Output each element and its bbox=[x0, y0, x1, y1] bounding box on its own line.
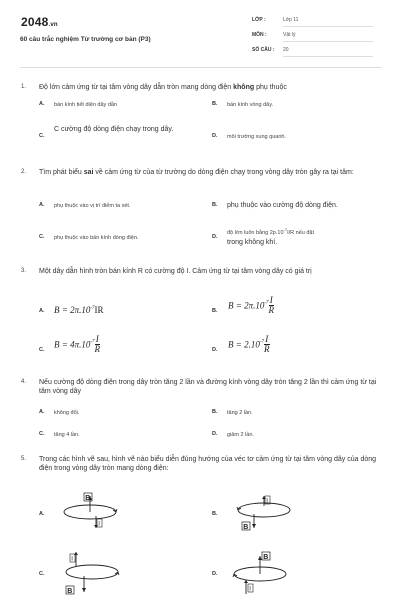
option-text[interactable]: bán kính vòng dây. bbox=[227, 102, 274, 108]
option-text[interactable]: C cường độ dòng điện chạy trong dây. bbox=[54, 126, 174, 133]
meta-count-label: SỐ CÂU : bbox=[252, 47, 275, 53]
option-text[interactable]: phụ thuộc vào cường độ dòng điện. bbox=[227, 202, 338, 209]
option-label[interactable]: B. bbox=[212, 308, 218, 314]
option-label[interactable]: D. bbox=[212, 133, 218, 139]
option-label[interactable]: D. bbox=[212, 571, 218, 577]
option-text[interactable]: tăng 2 lần. bbox=[227, 410, 253, 416]
b-label: B bbox=[263, 553, 269, 561]
i-label: I bbox=[249, 586, 251, 593]
current-loop-figure-b[interactable] bbox=[230, 492, 300, 536]
option-label[interactable]: C. bbox=[39, 571, 45, 577]
b-vector-arrowhead bbox=[258, 556, 262, 560]
option-label[interactable]: D. bbox=[212, 431, 218, 437]
document-title: 60 câu trắc nghiệm Từ trường cơ bản (P3) bbox=[20, 36, 151, 43]
option-text[interactable]: giảm 2 lần. bbox=[227, 432, 254, 438]
option-text[interactable]: tăng 4 lần. bbox=[54, 432, 80, 438]
option-text[interactable]: bán kính tiết diện dây dẫn bbox=[54, 102, 117, 108]
header-divider bbox=[20, 67, 382, 68]
option-formula[interactable]: $B = 2.10^{-7}$ $\frac{I}{R}$ bbox=[228, 334, 270, 354]
option-formula[interactable]: $B = 2\pi.10^{-7}$ $\frac{I}{R}$ bbox=[228, 295, 275, 315]
question-number: 4. bbox=[21, 379, 27, 385]
i-label: I bbox=[98, 521, 100, 528]
option-text[interactable]: không đổi. bbox=[54, 410, 80, 416]
current-loop-figure-d[interactable] bbox=[228, 548, 298, 598]
meta-line bbox=[283, 56, 373, 57]
meta-subject-value: Vật lý bbox=[283, 32, 296, 38]
question-text: Độ lớn cảm ứng từ tại tâm vòng dây dẫn tròn mang dòng điện không phụ thuộc bbox=[39, 84, 287, 91]
meta-class-label: LỚP : bbox=[252, 17, 266, 23]
option-text-continued[interactable]: trong không khí. bbox=[227, 239, 278, 246]
current-loop-figure-c[interactable] bbox=[58, 548, 128, 598]
i-label: I bbox=[71, 556, 73, 563]
option-label[interactable]: C. bbox=[39, 431, 45, 437]
meta-count-value: 20 bbox=[283, 47, 289, 53]
question-number: 5. bbox=[21, 456, 27, 462]
option-label[interactable]: B. bbox=[212, 511, 218, 517]
option-label[interactable]: B. bbox=[212, 101, 218, 107]
current-loop-figure-a[interactable] bbox=[58, 490, 128, 532]
brand-name: 2048 bbox=[21, 15, 49, 29]
brand-logo bbox=[21, 15, 58, 29]
option-label[interactable]: B. bbox=[212, 202, 218, 208]
question-number: 2. bbox=[21, 169, 27, 175]
question-number: 3. bbox=[21, 268, 27, 274]
option-label[interactable]: A. bbox=[39, 409, 45, 415]
option-label[interactable]: A. bbox=[39, 511, 45, 517]
b-label: B bbox=[85, 494, 91, 502]
option-formula[interactable]: $B = 2\pi.10^{-7}IR$ bbox=[54, 305, 104, 315]
loop-ellipse bbox=[66, 565, 118, 579]
question-text: Tìm phát biểu sai về cảm ứng từ của từ trường do dòng điện chạy trong vòng dây tròn gây ra tại tâm: bbox=[39, 169, 354, 176]
option-label[interactable]: A. bbox=[39, 202, 45, 208]
brand-suffix: .vn bbox=[48, 22, 58, 28]
option-text[interactable]: phụ thuộc vào bán kính dòng điện. bbox=[54, 235, 139, 241]
option-label[interactable]: D. bbox=[212, 347, 218, 353]
question-text: Nếu cường độ dòng điện trong dây tròn tăng 2 lần và đường kính vòng dây tròn tăng 2 lần thì cảm ứng từ tại tâm vòng dây bbox=[39, 379, 377, 395]
question-text: Trong các hình vẽ sau, hình vẽ nào biểu diễn đúng hướng của véc tơ cảm ứng từ tại tâm vòng dây của dòng điện trong vòng dây tròn mang dòng điện: bbox=[39, 456, 377, 472]
meta-class-value: Lớp 11 bbox=[283, 17, 299, 23]
option-label[interactable]: C. bbox=[39, 234, 45, 240]
current-arrowhead bbox=[74, 552, 78, 555]
option-label[interactable]: C. bbox=[39, 133, 45, 139]
question-number: 1. bbox=[21, 84, 27, 90]
b-label: B bbox=[243, 523, 249, 531]
option-label[interactable]: C. bbox=[39, 347, 45, 353]
option-label[interactable]: A. bbox=[39, 308, 45, 314]
option-label[interactable]: A. bbox=[39, 101, 45, 107]
meta-line bbox=[283, 41, 373, 42]
option-label[interactable]: B. bbox=[212, 409, 218, 415]
option-text[interactable]: phụ thuộc vào vị trí điểm ta xét. bbox=[54, 203, 131, 209]
b-vector-arrowhead bbox=[82, 588, 86, 592]
option-text[interactable]: môi trường xung quanh. bbox=[227, 134, 286, 140]
option-label[interactable]: D. bbox=[212, 234, 218, 240]
option-formula[interactable]: $B = 4\pi.10^{-7}$ $\frac{I}{R}$ bbox=[54, 334, 101, 354]
meta-line bbox=[283, 26, 373, 27]
i-label: I bbox=[266, 498, 268, 505]
meta-subject-label: MÔN : bbox=[252, 32, 267, 38]
b-vector-arrowhead bbox=[252, 524, 256, 528]
question-text: Một dây dẫn hình tròn bán kính R có cường độ I. Cảm ứng từ tại tâm vòng dây có giá trị bbox=[39, 268, 312, 275]
option-text[interactable]: độ lớn luôn bằng $2p.10^{-7}I/R$ nếu đặt bbox=[227, 227, 314, 236]
b-label: B bbox=[67, 587, 73, 595]
